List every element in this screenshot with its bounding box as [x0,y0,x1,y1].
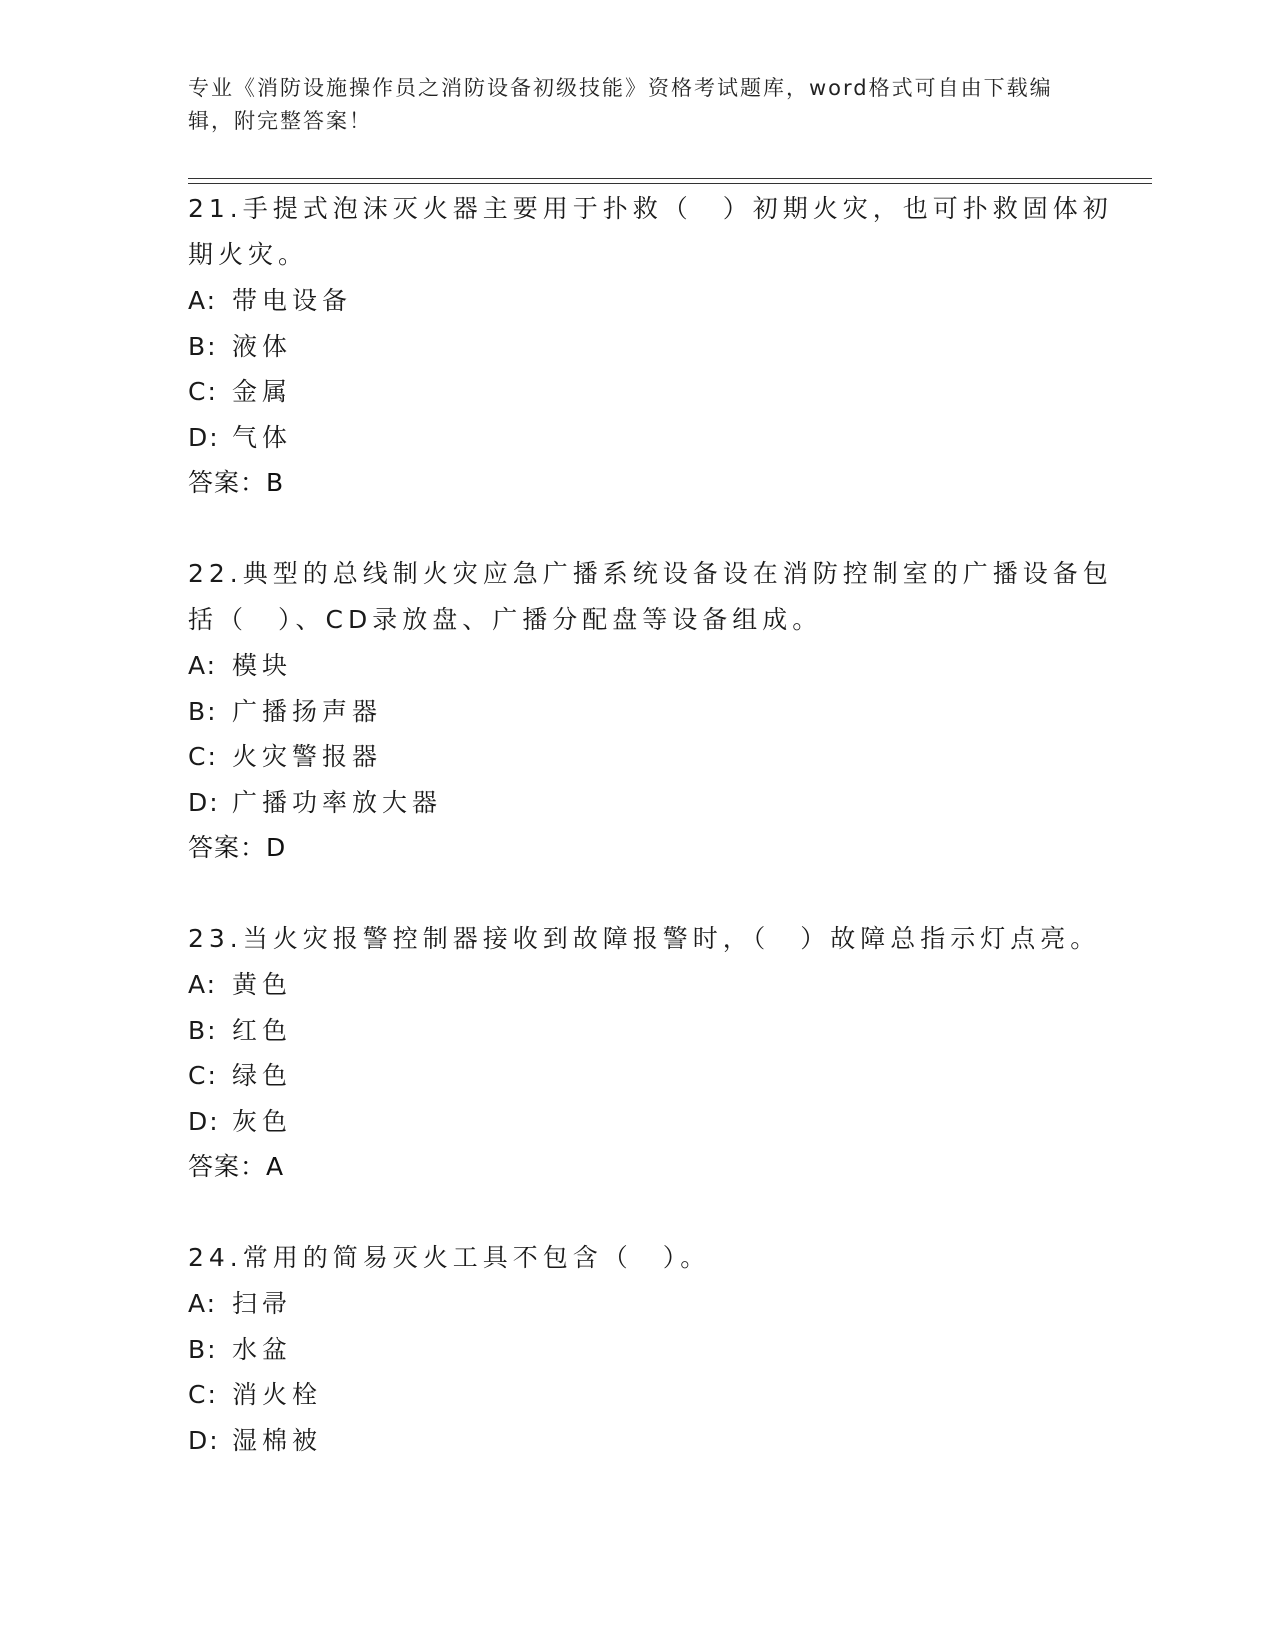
option-text: 气体 [232,422,293,452]
option-text: 广播功率放大器 [232,787,443,817]
option-text: 火灾警报器 [232,742,383,771]
document-header: 专业《消防设施操作员之消防设备初级技能》资格考试题库，word格式可自由下载编辑，附完整答案！ [188,76,1053,133]
option-c [188,1053,1128,1099]
option-key: B: [188,696,218,726]
option-text: 液体 [232,331,293,361]
option-text: 消火栓 [232,1380,323,1409]
option-d [188,1099,1128,1145]
option-a [188,643,1128,689]
option-key: D: [188,422,220,452]
option-b [188,324,1128,370]
option-text: 黄色 [232,970,293,999]
option-d [188,780,1128,826]
option-d [188,415,1128,461]
option-key: B: [188,1015,218,1045]
option-text: 红色 [232,1015,293,1045]
option-key: A: [188,286,218,315]
option-b [188,1008,1128,1054]
question-list [188,186,1128,1463]
option-text: 金属 [232,377,293,406]
question-stem: 24.常用的简易灭火工具不包含（ ）。 [188,1243,711,1272]
option-key: D: [188,1106,220,1136]
option-a [188,1281,1128,1327]
option-text: 扫帚 [232,1289,293,1318]
question-23 [188,916,1128,1190]
option-text: 灰色 [232,1106,293,1136]
question-stem: 23.当火灾报警控制器接收到故障报警时，（ ）故障总指示灯点亮。 [188,924,1101,953]
option-b [188,689,1128,735]
option-key: A: [188,970,218,999]
option-c [188,1372,1128,1418]
option-b [188,1327,1128,1373]
option-key: C: [188,1380,218,1409]
answer-line: 答案：D [188,833,287,862]
answer-line: 答案：B [188,468,285,497]
header-divider-bottom [188,183,1152,184]
option-key: C: [188,1061,218,1090]
option-c [188,734,1128,780]
question-21 [188,186,1128,506]
option-a [188,962,1128,1008]
option-key: B: [188,1334,218,1364]
option-text: 水盆 [232,1334,293,1364]
option-key: D: [188,787,220,817]
question-24 [188,1235,1128,1463]
option-text: 带电设备 [232,286,353,315]
option-a [188,278,1128,324]
option-c [188,369,1128,415]
header-divider-top [188,178,1152,179]
option-text: 广播扬声器 [232,696,383,726]
question-stem: 22.典型的总线制火灾应急广播系统设备设在消防控制室的广播设备包括（ ）、CD录放盘、广播分配盘等设备组成。 [188,559,1113,634]
option-key: A: [188,1289,218,1318]
option-d [188,1418,1128,1464]
option-key: C: [188,377,218,406]
option-key: C: [188,742,218,771]
question-stem: 21.手提式泡沫灭火器主要用于扑救（ ）初期火灾，也可扑救固体初期火灾。 [188,194,1113,269]
option-key: A: [188,651,218,680]
answer-line: 答案：A [188,1152,285,1181]
option-text: 绿色 [232,1061,293,1090]
option-key: D: [188,1425,220,1455]
question-22 [188,551,1128,871]
option-text: 模块 [232,651,293,680]
option-key: B: [188,331,218,361]
option-text: 湿棉被 [232,1425,323,1455]
